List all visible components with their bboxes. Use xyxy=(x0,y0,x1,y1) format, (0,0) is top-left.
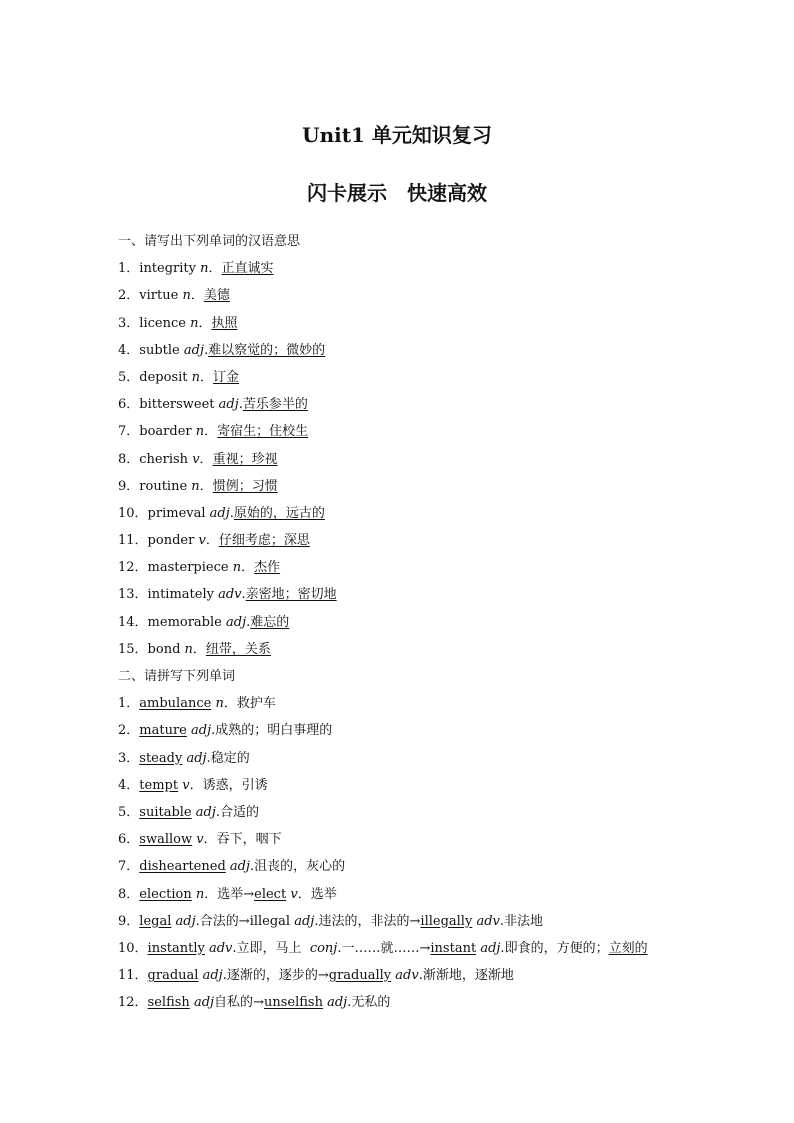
vocab-word: licence xyxy=(139,315,186,331)
separator: . xyxy=(246,614,251,630)
separator: ． xyxy=(223,696,237,712)
word-meaning: 纽带，关系 xyxy=(205,641,271,657)
word-meaning: 选举 xyxy=(217,886,244,902)
part-of-speech: adj xyxy=(327,995,348,1011)
separator: . xyxy=(215,804,221,820)
separator: . xyxy=(232,940,237,956)
section1-list xyxy=(118,259,738,667)
part-of-speech: adv xyxy=(208,940,233,956)
vocab-word: routine xyxy=(139,478,188,494)
item-number: 12． xyxy=(118,560,148,576)
answer-word: elect xyxy=(254,886,287,902)
word-meaning: 无私的 xyxy=(351,995,391,1011)
word-meaning: 即食的，方便的； xyxy=(504,940,609,956)
part-of-speech: n xyxy=(182,288,191,304)
page-subtitle: 闪卡展示 快速高效 xyxy=(307,181,487,205)
part-of-speech: n xyxy=(195,886,205,902)
document-body xyxy=(118,232,738,1020)
word-meaning: 沮丧的，灰心的 xyxy=(254,859,346,875)
section1-heading: 一、请写出下列单词的汉语意思 xyxy=(118,234,301,249)
part-of-speech: n xyxy=(191,369,201,385)
vocab-word: steady xyxy=(139,750,183,766)
list-item xyxy=(118,830,738,857)
part-of-speech: adj xyxy=(480,940,501,956)
vocab-word: deposit xyxy=(139,369,188,385)
list-item xyxy=(118,341,738,368)
item-number: 10． xyxy=(118,505,148,521)
item-number: 15． xyxy=(118,641,148,657)
word-meaning: 一……就…… xyxy=(341,940,420,956)
part-of-speech: n xyxy=(215,696,224,712)
item-number: 3． xyxy=(118,315,140,331)
item-number: 3． xyxy=(118,750,140,766)
related-word: illegal xyxy=(249,913,291,929)
separator: . xyxy=(238,397,243,413)
item-number: 9． xyxy=(118,478,140,494)
list-item xyxy=(118,721,738,748)
list-item xyxy=(118,422,738,449)
list-item xyxy=(118,395,738,422)
list-item xyxy=(118,885,738,912)
separator: . xyxy=(418,968,423,984)
word-meaning: 杰作 xyxy=(254,560,281,576)
item-number: 12． xyxy=(118,995,148,1011)
part-of-speech: adj xyxy=(193,995,215,1011)
separator: . xyxy=(222,968,227,984)
separator: ． xyxy=(189,777,203,793)
vocab-word: masterpiece xyxy=(147,560,229,576)
vocab-word: tempt xyxy=(139,777,179,793)
section2-list xyxy=(118,694,738,884)
part-of-speech: adj xyxy=(218,397,239,413)
word-meaning: 亲密地；密切地 xyxy=(245,587,337,603)
vocab-word: virtue xyxy=(139,288,179,304)
list-item xyxy=(118,966,738,993)
word-meaning: 救护车 xyxy=(236,696,276,712)
part-of-speech: adj xyxy=(186,750,207,766)
part-of-speech: n xyxy=(195,424,205,440)
answer-word: gradually xyxy=(328,968,392,984)
list-item xyxy=(118,286,738,313)
section2-heading: 二、请拼写下列单词 xyxy=(118,669,236,684)
word-meaning: 立刻的 xyxy=(608,940,648,956)
list-item xyxy=(118,531,738,558)
part-of-speech: adv xyxy=(395,968,419,984)
separator: ． xyxy=(199,451,213,467)
item-number: 8． xyxy=(118,886,140,902)
separator: ． xyxy=(199,478,213,494)
part-of-speech: v xyxy=(290,886,298,902)
part-of-speech: adj xyxy=(191,723,212,739)
separator: ． xyxy=(208,261,222,277)
vocab-word: bittersweet xyxy=(139,397,215,413)
answer-word: unselfish xyxy=(263,995,323,1011)
arrow: → xyxy=(419,940,431,956)
part-of-speech: v xyxy=(192,451,200,467)
list-item xyxy=(118,504,738,531)
separator: ． xyxy=(297,886,311,902)
part-of-speech: v xyxy=(182,777,190,793)
separator: ． xyxy=(198,315,212,331)
separator: ． xyxy=(203,832,217,848)
vocab-word: disheartened xyxy=(139,859,226,875)
list-item xyxy=(118,776,738,803)
word-meaning: 逐渐的，逐步的 xyxy=(226,968,318,984)
part-of-speech: adj xyxy=(229,859,251,875)
item-number: 11． xyxy=(118,968,148,984)
list-item xyxy=(118,368,738,395)
word-meaning: 违法的，非法的 xyxy=(318,913,410,929)
arrow: → xyxy=(243,886,255,902)
vocab-word: boarder xyxy=(139,424,192,440)
word-meaning: 美德 xyxy=(203,288,230,304)
part-of-speech: adj xyxy=(183,342,204,358)
item-number: 6． xyxy=(118,832,140,848)
part-of-speech: n xyxy=(184,641,193,657)
word-meaning: 合适的 xyxy=(220,804,260,820)
word-meaning: 正直诚实 xyxy=(221,261,274,277)
word-meaning: 苦乐参半的 xyxy=(242,397,308,413)
list-item xyxy=(118,857,738,884)
word-meaning: 执照 xyxy=(211,315,238,331)
word-meaning: 自私的 xyxy=(214,995,254,1011)
vocab-word: swallow xyxy=(139,832,193,848)
separator: ． xyxy=(200,369,214,385)
separator: ． xyxy=(204,424,218,440)
separator: . xyxy=(241,587,246,603)
answer-word: selfish xyxy=(147,995,190,1011)
separator: . xyxy=(250,859,255,875)
separator: . xyxy=(229,505,234,521)
item-number: 13． xyxy=(118,587,148,603)
list-item xyxy=(118,694,738,721)
part-of-speech: adj xyxy=(294,913,315,929)
item-number: 1． xyxy=(118,261,140,277)
item-number: 7． xyxy=(118,424,140,440)
separator: . xyxy=(499,913,505,929)
separator: . xyxy=(211,723,216,739)
separator: . xyxy=(337,940,342,956)
arrow: → xyxy=(317,968,329,984)
item-number: 5． xyxy=(118,804,140,820)
separator: . xyxy=(195,913,200,929)
separator: ． xyxy=(205,533,219,549)
part-of-speech: v xyxy=(196,832,204,848)
item-number: 2． xyxy=(118,723,140,739)
item-number: 5． xyxy=(118,369,140,385)
separator: ． xyxy=(204,886,218,902)
answer-word: gradual xyxy=(147,968,199,984)
vocab-word: mature xyxy=(139,723,187,739)
word-meaning: 合法的 xyxy=(199,913,239,929)
word-meaning: 重视；珍视 xyxy=(212,451,278,467)
list-item xyxy=(118,993,738,1020)
part-of-speech: adv xyxy=(476,913,500,929)
list-item xyxy=(118,803,738,830)
answer-word: illegally xyxy=(420,913,473,929)
answer-word: instant xyxy=(430,940,477,956)
part-of-speech: adj xyxy=(195,804,216,820)
arrow: → xyxy=(238,913,250,929)
item-number: 4． xyxy=(118,777,140,793)
list-item xyxy=(118,585,738,612)
word-meaning: 渐渐地，逐渐地 xyxy=(422,968,514,984)
item-number: 6． xyxy=(118,397,140,413)
vocab-word: ambulance xyxy=(139,696,212,712)
item-number: 4． xyxy=(118,342,140,358)
answer-word: legal xyxy=(139,913,172,929)
separator: . xyxy=(500,940,505,956)
part-of-speech: adj xyxy=(226,614,247,630)
vocab-word: suitable xyxy=(139,804,192,820)
answer-word: election xyxy=(139,886,192,902)
list-item xyxy=(118,477,738,504)
separator: . xyxy=(203,342,209,358)
item-number: 9． xyxy=(118,913,140,929)
vocab-word: integrity xyxy=(139,261,196,277)
word-meaning: 诱惑，引诱 xyxy=(202,777,268,793)
part-of-speech: n xyxy=(191,478,200,494)
separator: . xyxy=(314,913,319,929)
separator: ． xyxy=(192,641,206,657)
part-of-speech: adj xyxy=(202,968,223,984)
part-of-speech: adj xyxy=(175,913,196,929)
list-item xyxy=(118,450,738,477)
word-meaning: 惯例；习惯 xyxy=(212,478,278,494)
arrow: → xyxy=(253,995,264,1011)
list-item xyxy=(118,558,738,585)
part-of-speech: v xyxy=(198,533,206,549)
vocab-word: intimately xyxy=(147,587,214,603)
separator: ． xyxy=(190,288,204,304)
list-item xyxy=(118,314,738,341)
word-meaning: 立即，马上 xyxy=(236,940,302,956)
vocab-word: bond xyxy=(147,641,181,657)
item-number: 1． xyxy=(118,696,140,712)
list-item xyxy=(118,912,738,939)
arrow: → xyxy=(409,913,421,929)
list-item xyxy=(118,640,738,667)
page-title: Unit1 单元知识复习 xyxy=(302,123,492,147)
item-number: 10． xyxy=(118,940,148,956)
word-meaning: 原始的，远古的 xyxy=(233,505,325,521)
word-meaning: 选举 xyxy=(310,886,337,902)
word-meaning: 吞下，咽下 xyxy=(216,832,282,848)
separator: ． xyxy=(241,560,255,576)
part-of-speech: adv xyxy=(218,587,242,603)
word-meaning: 订金 xyxy=(213,369,240,385)
word-meaning: 仔细考虑；深思 xyxy=(218,533,310,549)
separator: . xyxy=(347,995,352,1011)
word-meaning: 难忘的 xyxy=(250,614,290,630)
vocab-word: subtle xyxy=(139,342,180,358)
item-number: 7． xyxy=(118,859,140,875)
part-of-speech: adj xyxy=(209,505,230,521)
word-meaning: 成熟的；明白事理的 xyxy=(215,723,333,739)
separator: . xyxy=(206,750,211,766)
list-item xyxy=(118,613,738,640)
list-item xyxy=(118,749,738,776)
item-number: 2． xyxy=(118,288,140,304)
word-meaning: 非法地 xyxy=(504,913,544,929)
item-number: 8． xyxy=(118,451,140,467)
vocab-word: ponder xyxy=(147,533,195,549)
list-item xyxy=(118,939,738,966)
word-meaning: 难以察觉的；微妙的 xyxy=(208,342,326,358)
vocab-word: primeval xyxy=(147,505,206,521)
part-of-speech: conj xyxy=(309,940,338,956)
list-item xyxy=(118,259,738,286)
word-meaning: 稳定的 xyxy=(210,750,250,766)
item-number: 11． xyxy=(118,533,148,549)
answer-word: instantly xyxy=(147,940,205,956)
vocab-word: cherish xyxy=(139,451,189,467)
part-of-speech: n xyxy=(200,261,209,277)
word-meaning: 寄宿生；住校生 xyxy=(217,424,309,440)
item-number: 14． xyxy=(118,614,148,630)
part-of-speech: n xyxy=(190,315,199,331)
part-of-speech: n xyxy=(232,560,242,576)
vocab-word: memorable xyxy=(147,614,222,630)
